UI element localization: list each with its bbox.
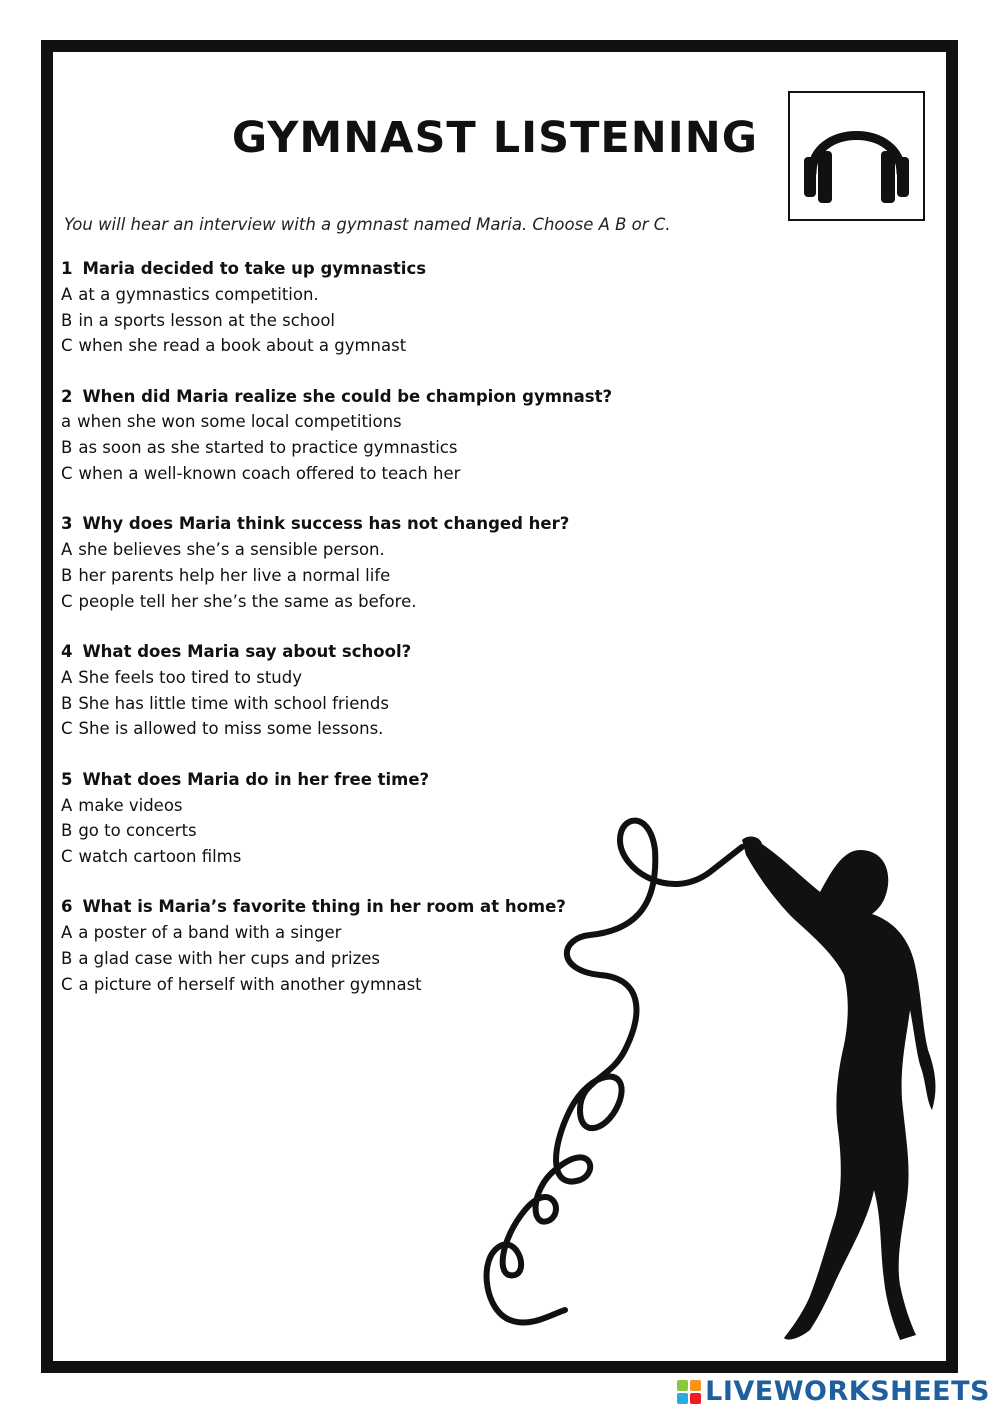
question-2 bbox=[61, 384, 621, 487]
option-text: a picture of herself with another gymnast bbox=[78, 974, 422, 994]
option-letter: A bbox=[61, 667, 73, 687]
option-text: she believes she’s a sensible person. bbox=[78, 540, 385, 560]
liveworksheets-brand bbox=[677, 1376, 990, 1407]
question-3 bbox=[61, 511, 621, 614]
option-letter: A bbox=[61, 540, 73, 560]
logo-square bbox=[677, 1380, 688, 1391]
answer-option-c[interactable] bbox=[61, 716, 621, 742]
question-label: When did Maria realize she could be champion gymnast? bbox=[82, 386, 613, 406]
option-letter: C bbox=[61, 591, 73, 611]
answer-option-c[interactable] bbox=[61, 461, 621, 487]
option-text: when a well-known coach offered to teach her bbox=[78, 464, 461, 484]
worksheet-title: GYMNAST LISTENING bbox=[231, 113, 759, 163]
question-number: 1 bbox=[61, 259, 73, 278]
option-letter: A bbox=[61, 923, 73, 943]
option-letter: C bbox=[61, 974, 73, 994]
headphones-icon-box bbox=[788, 91, 925, 221]
option-text: go to concerts bbox=[78, 821, 197, 841]
question-label: What does Maria say about school? bbox=[82, 642, 412, 662]
option-text: when she won some local competitions bbox=[77, 412, 402, 432]
gymnast-silhouette bbox=[742, 837, 935, 1340]
question-label: What is Maria’s favorite thing in her room at home? bbox=[82, 897, 566, 917]
option-text: She is allowed to miss some lessons. bbox=[78, 719, 384, 739]
answer-option-c[interactable] bbox=[61, 333, 621, 359]
option-text: in a sports lesson at the school bbox=[78, 310, 336, 330]
option-text: She has little time with school friends bbox=[78, 693, 389, 713]
question-label: Maria decided to take up gymnastics bbox=[82, 259, 427, 278]
logo-square bbox=[690, 1393, 701, 1404]
option-letter: a bbox=[61, 412, 72, 432]
question-text bbox=[61, 511, 621, 537]
gymnast-ribbon-silhouette bbox=[470, 810, 950, 1350]
question-text bbox=[61, 639, 621, 665]
option-letter: B bbox=[61, 310, 73, 330]
question-4 bbox=[61, 639, 621, 742]
option-text: at a gymnastics competition. bbox=[78, 284, 319, 304]
option-letter: B bbox=[61, 693, 73, 713]
ribbon-path bbox=[487, 821, 742, 1323]
answer-option-c[interactable] bbox=[61, 589, 621, 615]
headphones-icon bbox=[796, 101, 917, 211]
ribbon-stick bbox=[710, 843, 748, 872]
question-number: 6 bbox=[61, 897, 73, 917]
option-text: when she read a book about a gymnast bbox=[78, 336, 407, 356]
option-letter: C bbox=[61, 464, 73, 484]
liveworksheets-logo-icon bbox=[677, 1380, 701, 1404]
option-letter: B bbox=[61, 949, 73, 969]
logo-square bbox=[690, 1380, 701, 1391]
option-letter: B bbox=[61, 438, 73, 458]
option-letter: B bbox=[61, 565, 73, 585]
question-label: What does Maria do in her free time? bbox=[82, 769, 430, 789]
instruction-text: You will hear an interview with a gymnast named Maria. Choose A B or C. bbox=[64, 215, 671, 234]
option-letter: A bbox=[61, 795, 73, 815]
option-text: as soon as she started to practice gymnastics bbox=[78, 438, 458, 458]
answer-option-b[interactable] bbox=[61, 308, 621, 334]
option-text: make videos bbox=[78, 795, 183, 815]
option-letter: A bbox=[61, 284, 73, 304]
answer-option-b[interactable] bbox=[61, 435, 621, 461]
answer-option-a[interactable] bbox=[61, 537, 621, 563]
question-number: 4 bbox=[61, 642, 73, 662]
question-number: 5 bbox=[61, 769, 73, 789]
question-text bbox=[61, 256, 621, 282]
option-text: people tell her she’s the same as before. bbox=[78, 591, 417, 611]
answer-option-a[interactable] bbox=[61, 282, 621, 308]
option-letter: C bbox=[61, 847, 73, 867]
option-letter: C bbox=[61, 336, 73, 356]
logo-square bbox=[677, 1393, 688, 1404]
option-text: watch cartoon films bbox=[78, 847, 242, 867]
option-text: a poster of a band with a singer bbox=[78, 923, 342, 943]
question-text bbox=[61, 767, 621, 793]
question-number: 3 bbox=[61, 514, 73, 534]
option-letter: B bbox=[61, 821, 73, 841]
question-text bbox=[61, 384, 621, 410]
answer-option-b[interactable] bbox=[61, 563, 621, 589]
option-text: a glad case with her cups and prizes bbox=[78, 949, 381, 969]
answer-option-b[interactable] bbox=[61, 691, 621, 717]
brand-text: LIVEWORKSHEETS bbox=[705, 1376, 990, 1407]
question-label: Why does Maria think success has not changed her? bbox=[82, 514, 570, 534]
question-1 bbox=[61, 256, 621, 359]
option-letter: C bbox=[61, 719, 73, 739]
answer-option-a[interactable] bbox=[61, 409, 621, 435]
question-number: 2 bbox=[61, 386, 73, 406]
option-text: her parents help her live a normal life bbox=[78, 565, 391, 585]
answer-option-a[interactable] bbox=[61, 665, 621, 691]
option-text: She feels too tired to study bbox=[78, 667, 302, 687]
